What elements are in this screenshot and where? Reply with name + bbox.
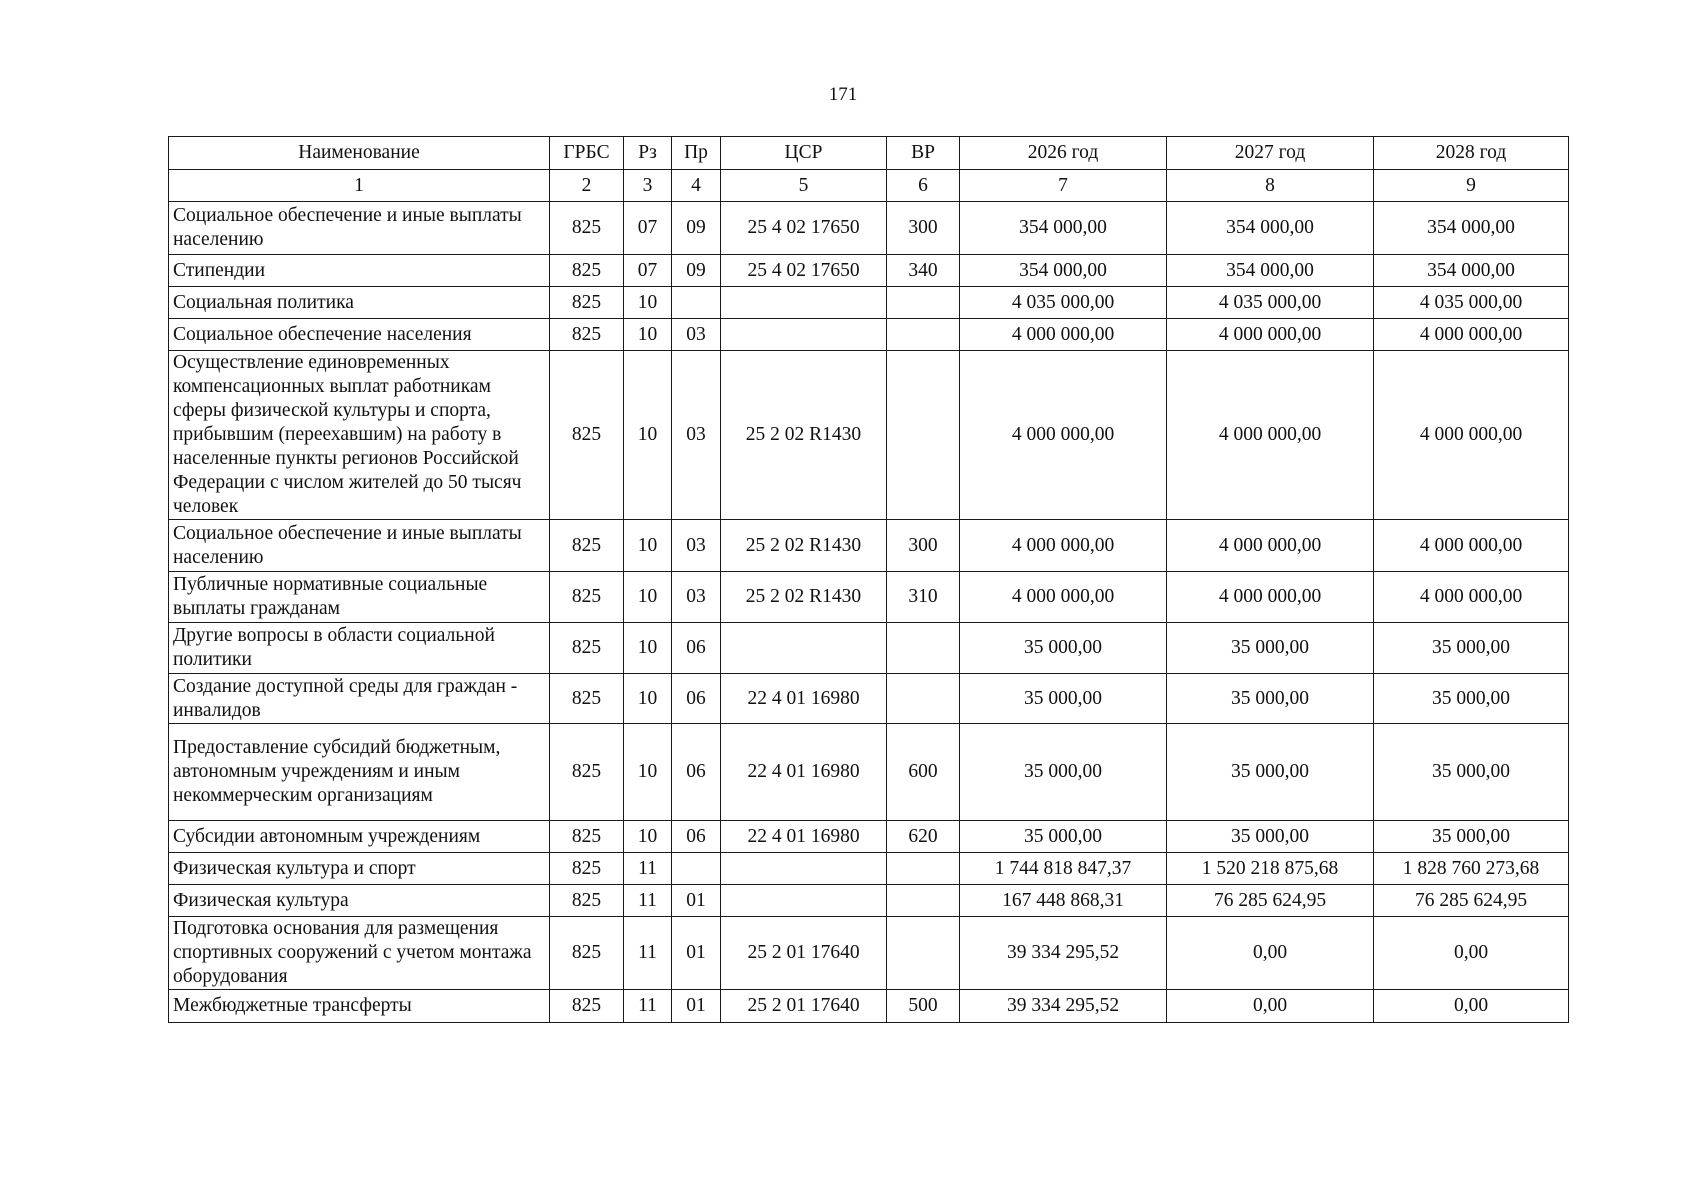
row-name: Создание доступной среды для граждан - инвалидов bbox=[169, 674, 550, 724]
table-row bbox=[169, 520, 1569, 572]
header-pr: Пр bbox=[672, 137, 721, 170]
row-pr: 01 bbox=[672, 885, 721, 917]
row-grbs: 825 bbox=[550, 623, 624, 674]
row-amount-2027: 354 000,00 bbox=[1167, 202, 1374, 255]
row-vr bbox=[887, 885, 960, 917]
table-row bbox=[169, 821, 1569, 853]
header-row bbox=[169, 137, 1569, 170]
row-csr: 25 4 02 17650 bbox=[721, 255, 887, 287]
row-vr bbox=[887, 351, 960, 520]
table-row bbox=[169, 885, 1569, 917]
column-number: 3 bbox=[624, 170, 672, 202]
row-amount-2028: 35 000,00 bbox=[1374, 821, 1569, 853]
table-row bbox=[169, 287, 1569, 319]
row-name: Публичные нормативные социальные выплаты гражданам bbox=[169, 572, 550, 623]
row-grbs: 825 bbox=[550, 885, 624, 917]
row-amount-2027: 0,00 bbox=[1167, 917, 1374, 990]
table-row bbox=[169, 351, 1569, 520]
row-grbs: 825 bbox=[550, 990, 624, 1023]
row-amount-2026: 354 000,00 bbox=[960, 202, 1167, 255]
row-amount-2027: 354 000,00 bbox=[1167, 255, 1374, 287]
row-amount-2028: 4 035 000,00 bbox=[1374, 287, 1569, 319]
header-name: Наименование bbox=[169, 137, 550, 170]
row-grbs: 825 bbox=[550, 724, 624, 821]
row-amount-2027: 4 000 000,00 bbox=[1167, 351, 1374, 520]
row-csr bbox=[721, 287, 887, 319]
row-amount-2028: 35 000,00 bbox=[1374, 623, 1569, 674]
row-rz: 07 bbox=[624, 255, 672, 287]
row-csr bbox=[721, 623, 887, 674]
row-rz: 10 bbox=[624, 520, 672, 572]
column-number: 4 bbox=[672, 170, 721, 202]
column-number: 2 bbox=[550, 170, 624, 202]
row-vr: 500 bbox=[887, 990, 960, 1023]
row-amount-2028: 35 000,00 bbox=[1374, 674, 1569, 724]
row-amount-2028: 1 828 760 273,68 bbox=[1374, 853, 1569, 885]
row-rz: 10 bbox=[624, 674, 672, 724]
header-vr: ВР bbox=[887, 137, 960, 170]
row-pr: 09 bbox=[672, 202, 721, 255]
row-pr: 01 bbox=[672, 917, 721, 990]
column-number: 7 bbox=[960, 170, 1167, 202]
row-amount-2026: 39 334 295,52 bbox=[960, 917, 1167, 990]
row-amount-2026: 35 000,00 bbox=[960, 821, 1167, 853]
row-amount-2026: 4 000 000,00 bbox=[960, 520, 1167, 572]
row-amount-2028: 4 000 000,00 bbox=[1374, 572, 1569, 623]
row-csr: 22 4 01 16980 bbox=[721, 821, 887, 853]
row-rz: 10 bbox=[624, 821, 672, 853]
row-amount-2028: 4 000 000,00 bbox=[1374, 520, 1569, 572]
row-amount-2028: 0,00 bbox=[1374, 917, 1569, 990]
row-rz: 10 bbox=[624, 572, 672, 623]
row-name: Другие вопросы в области социальной политики bbox=[169, 623, 550, 674]
header-grbs: ГРБС bbox=[550, 137, 624, 170]
row-name: Социальное обеспечение и иные выплаты населению bbox=[169, 202, 550, 255]
row-vr: 340 bbox=[887, 255, 960, 287]
row-csr bbox=[721, 319, 887, 351]
row-rz: 10 bbox=[624, 623, 672, 674]
row-amount-2026: 167 448 868,31 bbox=[960, 885, 1167, 917]
row-grbs: 825 bbox=[550, 821, 624, 853]
header-2026: 2026 год bbox=[960, 137, 1167, 170]
table-row bbox=[169, 319, 1569, 351]
row-name: Физическая культура и спорт bbox=[169, 853, 550, 885]
row-rz: 11 bbox=[624, 990, 672, 1023]
row-amount-2027: 4 000 000,00 bbox=[1167, 572, 1374, 623]
page-number: 171 bbox=[828, 84, 858, 105]
table-row bbox=[169, 202, 1569, 255]
row-pr bbox=[672, 287, 721, 319]
row-amount-2028: 4 000 000,00 bbox=[1374, 319, 1569, 351]
row-vr bbox=[887, 319, 960, 351]
row-name: Осуществление единовременных компенсационных выплат работникам сферы физической культуры и спорта, прибывшим (переехавшим) на работу в населенные пункты регионов Российской Федерации с числом жителей до 50 тысяч человек bbox=[169, 351, 550, 520]
row-vr: 300 bbox=[887, 520, 960, 572]
row-grbs: 825 bbox=[550, 351, 624, 520]
row-vr: 600 bbox=[887, 724, 960, 821]
row-amount-2027: 4 000 000,00 bbox=[1167, 319, 1374, 351]
header-csr: ЦСР bbox=[721, 137, 887, 170]
row-csr bbox=[721, 885, 887, 917]
row-rz: 07 bbox=[624, 202, 672, 255]
row-name: Социальное обеспечение населения bbox=[169, 319, 550, 351]
row-amount-2026: 354 000,00 bbox=[960, 255, 1167, 287]
row-grbs: 825 bbox=[550, 853, 624, 885]
row-name: Социальная политика bbox=[169, 287, 550, 319]
row-pr: 06 bbox=[672, 623, 721, 674]
row-grbs: 825 bbox=[550, 319, 624, 351]
row-amount-2026: 35 000,00 bbox=[960, 623, 1167, 674]
row-amount-2026: 4 035 000,00 bbox=[960, 287, 1167, 319]
column-number: 9 bbox=[1374, 170, 1569, 202]
column-number: 5 bbox=[721, 170, 887, 202]
table-row bbox=[169, 674, 1569, 724]
row-pr bbox=[672, 853, 721, 885]
row-amount-2028: 354 000,00 bbox=[1374, 255, 1569, 287]
table-row bbox=[169, 990, 1569, 1023]
row-csr: 25 2 01 17640 bbox=[721, 990, 887, 1023]
row-pr: 06 bbox=[672, 724, 721, 821]
row-amount-2027: 35 000,00 bbox=[1167, 623, 1374, 674]
column-number: 8 bbox=[1167, 170, 1374, 202]
row-grbs: 825 bbox=[550, 674, 624, 724]
row-rz: 10 bbox=[624, 319, 672, 351]
row-vr bbox=[887, 287, 960, 319]
row-rz: 10 bbox=[624, 287, 672, 319]
table-row bbox=[169, 917, 1569, 990]
row-csr: 25 2 02 R1430 bbox=[721, 520, 887, 572]
row-pr: 03 bbox=[672, 319, 721, 351]
row-amount-2027: 1 520 218 875,68 bbox=[1167, 853, 1374, 885]
column-number: 1 bbox=[169, 170, 550, 202]
table-row bbox=[169, 853, 1569, 885]
table-row bbox=[169, 255, 1569, 287]
row-vr bbox=[887, 623, 960, 674]
row-vr bbox=[887, 853, 960, 885]
row-amount-2027: 0,00 bbox=[1167, 990, 1374, 1023]
row-amount-2028: 4 000 000,00 bbox=[1374, 351, 1569, 520]
table-row bbox=[169, 623, 1569, 674]
row-name: Стипендии bbox=[169, 255, 550, 287]
row-amount-2027: 35 000,00 bbox=[1167, 674, 1374, 724]
row-csr: 25 2 02 R1430 bbox=[721, 351, 887, 520]
row-name: Межбюджетные трансферты bbox=[169, 990, 550, 1023]
table-row bbox=[169, 572, 1569, 623]
row-amount-2027: 35 000,00 bbox=[1167, 724, 1374, 821]
row-csr: 25 2 01 17640 bbox=[721, 917, 887, 990]
row-grbs: 825 bbox=[550, 572, 624, 623]
header-2028: 2028 год bbox=[1374, 137, 1569, 170]
row-pr: 01 bbox=[672, 990, 721, 1023]
row-amount-2027: 76 285 624,95 bbox=[1167, 885, 1374, 917]
table-row bbox=[169, 724, 1569, 821]
row-name: Подготовка основания для размещения спортивных сооружений с учетом монтажа оборудования bbox=[169, 917, 550, 990]
row-rz: 10 bbox=[624, 724, 672, 821]
row-pr: 03 bbox=[672, 572, 721, 623]
row-rz: 11 bbox=[624, 853, 672, 885]
row-pr: 03 bbox=[672, 351, 721, 520]
row-grbs: 825 bbox=[550, 255, 624, 287]
row-amount-2026: 35 000,00 bbox=[960, 674, 1167, 724]
header-2027: 2027 год bbox=[1167, 137, 1374, 170]
header-rz: Рз bbox=[624, 137, 672, 170]
row-vr: 300 bbox=[887, 202, 960, 255]
row-name: Социальное обеспечение и иные выплаты населению bbox=[169, 520, 550, 572]
row-amount-2026: 4 000 000,00 bbox=[960, 572, 1167, 623]
row-grbs: 825 bbox=[550, 520, 624, 572]
row-csr bbox=[721, 853, 887, 885]
row-vr bbox=[887, 674, 960, 724]
row-rz: 10 bbox=[624, 351, 672, 520]
row-csr: 22 4 01 16980 bbox=[721, 674, 887, 724]
row-pr: 06 bbox=[672, 674, 721, 724]
column-number-row bbox=[169, 170, 1569, 202]
row-name: Субсидии автономным учреждениям bbox=[169, 821, 550, 853]
budget-table bbox=[168, 136, 1569, 1023]
row-amount-2028: 354 000,00 bbox=[1374, 202, 1569, 255]
row-pr: 09 bbox=[672, 255, 721, 287]
row-amount-2027: 4 035 000,00 bbox=[1167, 287, 1374, 319]
row-amount-2026: 35 000,00 bbox=[960, 724, 1167, 821]
row-grbs: 825 bbox=[550, 202, 624, 255]
row-csr: 25 4 02 17650 bbox=[721, 202, 887, 255]
row-vr: 620 bbox=[887, 821, 960, 853]
row-csr: 25 2 02 R1430 bbox=[721, 572, 887, 623]
row-amount-2028: 35 000,00 bbox=[1374, 724, 1569, 821]
row-vr bbox=[887, 917, 960, 990]
row-name: Физическая культура bbox=[169, 885, 550, 917]
row-csr: 22 4 01 16980 bbox=[721, 724, 887, 821]
row-amount-2028: 76 285 624,95 bbox=[1374, 885, 1569, 917]
row-amount-2027: 4 000 000,00 bbox=[1167, 520, 1374, 572]
row-amount-2026: 4 000 000,00 bbox=[960, 319, 1167, 351]
row-grbs: 825 bbox=[550, 287, 624, 319]
row-amount-2026: 4 000 000,00 bbox=[960, 351, 1167, 520]
row-amount-2027: 35 000,00 bbox=[1167, 821, 1374, 853]
row-vr: 310 bbox=[887, 572, 960, 623]
row-pr: 06 bbox=[672, 821, 721, 853]
row-amount-2026: 1 744 818 847,37 bbox=[960, 853, 1167, 885]
row-name: Предоставление субсидий бюджетным, автономным учреждениям и иным некоммерческим организациям bbox=[169, 724, 550, 821]
row-rz: 11 bbox=[624, 917, 672, 990]
row-amount-2028: 0,00 bbox=[1374, 990, 1569, 1023]
column-number: 6 bbox=[887, 170, 960, 202]
row-amount-2026: 39 334 295,52 bbox=[960, 990, 1167, 1023]
row-rz: 11 bbox=[624, 885, 672, 917]
row-pr: 03 bbox=[672, 520, 721, 572]
row-grbs: 825 bbox=[550, 917, 624, 990]
